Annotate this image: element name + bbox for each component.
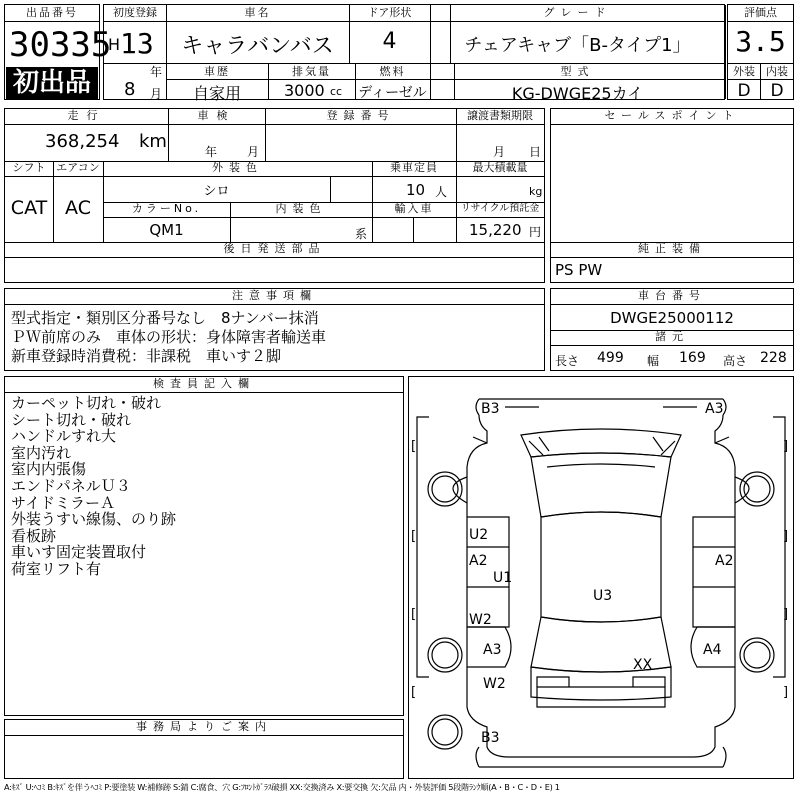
- inspector-lines: [11, 395, 176, 578]
- mileage-unit: km: [139, 131, 167, 152]
- bracket-left-low: [: [411, 607, 417, 622]
- inspector-line: 看板跡: [11, 526, 57, 545]
- height: 228: [760, 350, 787, 366]
- mark-right-a4: A4: [703, 642, 722, 658]
- inspection-year-unit: 年: [205, 145, 218, 159]
- chassis-number: DWGE25000112: [610, 309, 734, 327]
- bracket-left-mid: [: [411, 529, 417, 544]
- notes-line: 新車登録時消費税：非課税 車いす２脚: [11, 347, 282, 365]
- car-name-label: 車名: [244, 6, 271, 19]
- interior-label: 内装: [766, 65, 788, 78]
- first-listing-text: 初出品: [12, 68, 91, 98]
- height-label: 高さ: [723, 354, 748, 368]
- inspector-line: 室内汚れ: [11, 443, 72, 462]
- mark-left-w2-lower: W2: [483, 676, 506, 692]
- mark-center-xx: XX: [633, 657, 653, 673]
- genuine-equipment-label: 純正装備: [638, 242, 706, 255]
- transfer-month-unit: 月: [493, 145, 506, 159]
- chassis-box: [550, 288, 794, 371]
- reg-year: 13: [120, 27, 154, 60]
- exterior-grade: D: [737, 81, 751, 101]
- score-label: 評価点: [744, 6, 777, 19]
- inspector-line: 荷室リフト有: [11, 559, 102, 578]
- fuel: ディーゼル: [358, 85, 427, 101]
- bracket-right-bottom: ]: [783, 685, 789, 700]
- shift-label: シフト: [12, 161, 46, 174]
- mark-right-a2: A2: [715, 553, 734, 569]
- ac-label: エアコン: [56, 161, 100, 174]
- model-label: 型式: [560, 65, 595, 78]
- score: 3.5: [735, 25, 786, 58]
- header-box: [103, 4, 725, 103]
- inspector-line: 外装うすい線傷、のり跡: [11, 510, 177, 529]
- inspection-label: 車検: [197, 109, 236, 122]
- history: 自家用: [192, 84, 241, 103]
- month-unit: 月: [150, 87, 163, 101]
- era: H: [108, 35, 121, 54]
- first-reg-label: 初度登録: [113, 6, 157, 19]
- plate-label: 登録番号: [326, 109, 395, 122]
- capacity-unit: 人: [435, 185, 448, 199]
- bracket-right-low: ]: [783, 607, 789, 622]
- fuel-label: 燃料: [379, 65, 406, 78]
- recycle-unit: 円: [529, 225, 542, 239]
- car-body-outline: [409, 377, 793, 778]
- bracket-left-top: [: [411, 439, 417, 454]
- width: 169: [679, 350, 706, 366]
- inspection-month-unit: 月: [247, 145, 260, 159]
- transfer-deadline-label: 譲渡書類期限: [467, 109, 533, 122]
- car-diagram-box: [408, 376, 794, 779]
- capacity: 10: [406, 181, 426, 199]
- ac: AC: [65, 197, 91, 219]
- exterior-label: 外装: [733, 65, 755, 78]
- recycle-fee: 15,220: [469, 221, 522, 239]
- mark-left-a2: A2: [469, 553, 488, 569]
- bracket-left-bottom: [: [411, 685, 417, 700]
- recycle-label: リサイクル預託金: [460, 203, 540, 214]
- mark-left-w2-upper: W2: [469, 612, 492, 628]
- model-code: KG-DWGE25カイ: [511, 84, 644, 103]
- genuine-equipment-items: PS PW: [555, 261, 603, 279]
- mark-rear-b3: B3: [481, 730, 500, 746]
- transfer-day-unit: 日: [529, 145, 542, 159]
- car-name: キャラバンバス: [181, 34, 334, 59]
- color-no-label: カラーNo.: [131, 202, 202, 215]
- ext-color-label: 外装色: [212, 161, 263, 174]
- mark-front-right: A3: [705, 401, 724, 417]
- sales-points-label: セールスポイント: [604, 109, 740, 122]
- first-listing-badge: [6, 67, 98, 99]
- max-load-unit: kg: [529, 185, 543, 198]
- notes-box: [4, 288, 545, 371]
- year-unit: 年: [150, 65, 163, 79]
- width-label: 幅: [647, 354, 660, 368]
- bracket-right-top: ]: [783, 439, 789, 454]
- reg-month: 8: [124, 79, 136, 100]
- inspector-line: カーペット切れ・破れ: [11, 394, 162, 412]
- history-label: 車歴: [204, 65, 230, 78]
- notes-label: 注意事項欄: [232, 289, 317, 302]
- lot-number: 30335: [9, 25, 112, 65]
- inspector-line: ハンドルすれ大: [11, 427, 117, 446]
- mark-front-left: B3: [481, 401, 500, 417]
- lot-label: 出品番号: [26, 6, 78, 19]
- capacity-label: 乗車定員: [390, 161, 438, 174]
- inspector-line: サイドミラーＡ: [11, 493, 115, 512]
- notes-lines: [11, 309, 326, 366]
- displacement-label: 排気量: [292, 65, 331, 78]
- inspector-line: エンドパネルＵ３: [11, 476, 131, 495]
- notes-line: ＰＷ前席のみ 車体の形状：身体障害者輸送車: [11, 328, 327, 346]
- sales-points-box: [550, 108, 794, 283]
- legend: A:ｷｽﾞ U:ﾍｺﾐ B:ｷｽﾞを伴うﾍｺﾐ P:要塗装 W:補修跡 S:錆 C:腐食、穴 G:ﾌﾛﾝﾄｶﾞﾗｽ破損 XX:交換済み X:要交換 欠:欠品 内・外装評価 5段階ﾗﾝｸ順(A・B・C・D・E) 1: [4, 782, 560, 792]
- later-parts-label: 後日発送部品: [223, 242, 326, 255]
- score-box: [727, 4, 794, 100]
- mileage-label: 走行: [67, 109, 106, 122]
- grade: チェアキャブ「B-タイプ1」: [464, 35, 691, 56]
- dims-label: 諸元: [655, 330, 689, 343]
- length-label: 長さ: [555, 354, 580, 368]
- mileage: 368,254: [45, 131, 120, 152]
- grade-label: グレード: [543, 6, 612, 19]
- int-color-label: 内装色: [275, 202, 327, 215]
- length: 499: [597, 350, 624, 366]
- bracket-right-mid: ]: [783, 529, 789, 544]
- displacement: 3000: [284, 81, 325, 100]
- notes-line: 型式指定・類別区分番号なし 8ナンバー抹消: [11, 309, 319, 327]
- mark-roof-u3: U3: [593, 588, 613, 604]
- inspector-box: [4, 376, 404, 716]
- max-load-label: 最大積載量: [472, 161, 528, 174]
- mark-left-a3: A3: [483, 642, 502, 658]
- mark-left-u2: U2: [469, 527, 489, 543]
- shift: CAT: [10, 197, 48, 219]
- chassis-label: 車台番号: [638, 289, 706, 302]
- mark-center-u1: U1: [493, 570, 513, 586]
- doors: 4: [382, 29, 397, 54]
- door-label: ドア形状: [367, 6, 412, 19]
- inspector-line: 室内内張傷: [11, 460, 87, 479]
- int-color-suffix: 系: [355, 227, 368, 241]
- interior-grade: D: [770, 81, 784, 101]
- details-box: [4, 108, 545, 283]
- color-no: QM1: [149, 221, 184, 239]
- inspector-line: 車いす固定装置取付: [11, 543, 147, 562]
- import-label: 輸入車: [394, 202, 434, 215]
- inspector-label: 検査員記入欄: [153, 377, 255, 390]
- office-notice-box: [4, 719, 404, 779]
- inspector-line: シート切れ・破れ: [11, 410, 132, 429]
- displacement-unit: cc: [330, 85, 343, 98]
- office-notice-label: 事務局よりご案内: [136, 720, 272, 733]
- ext-color: シロ: [203, 184, 230, 199]
- lot-box: [4, 4, 112, 100]
